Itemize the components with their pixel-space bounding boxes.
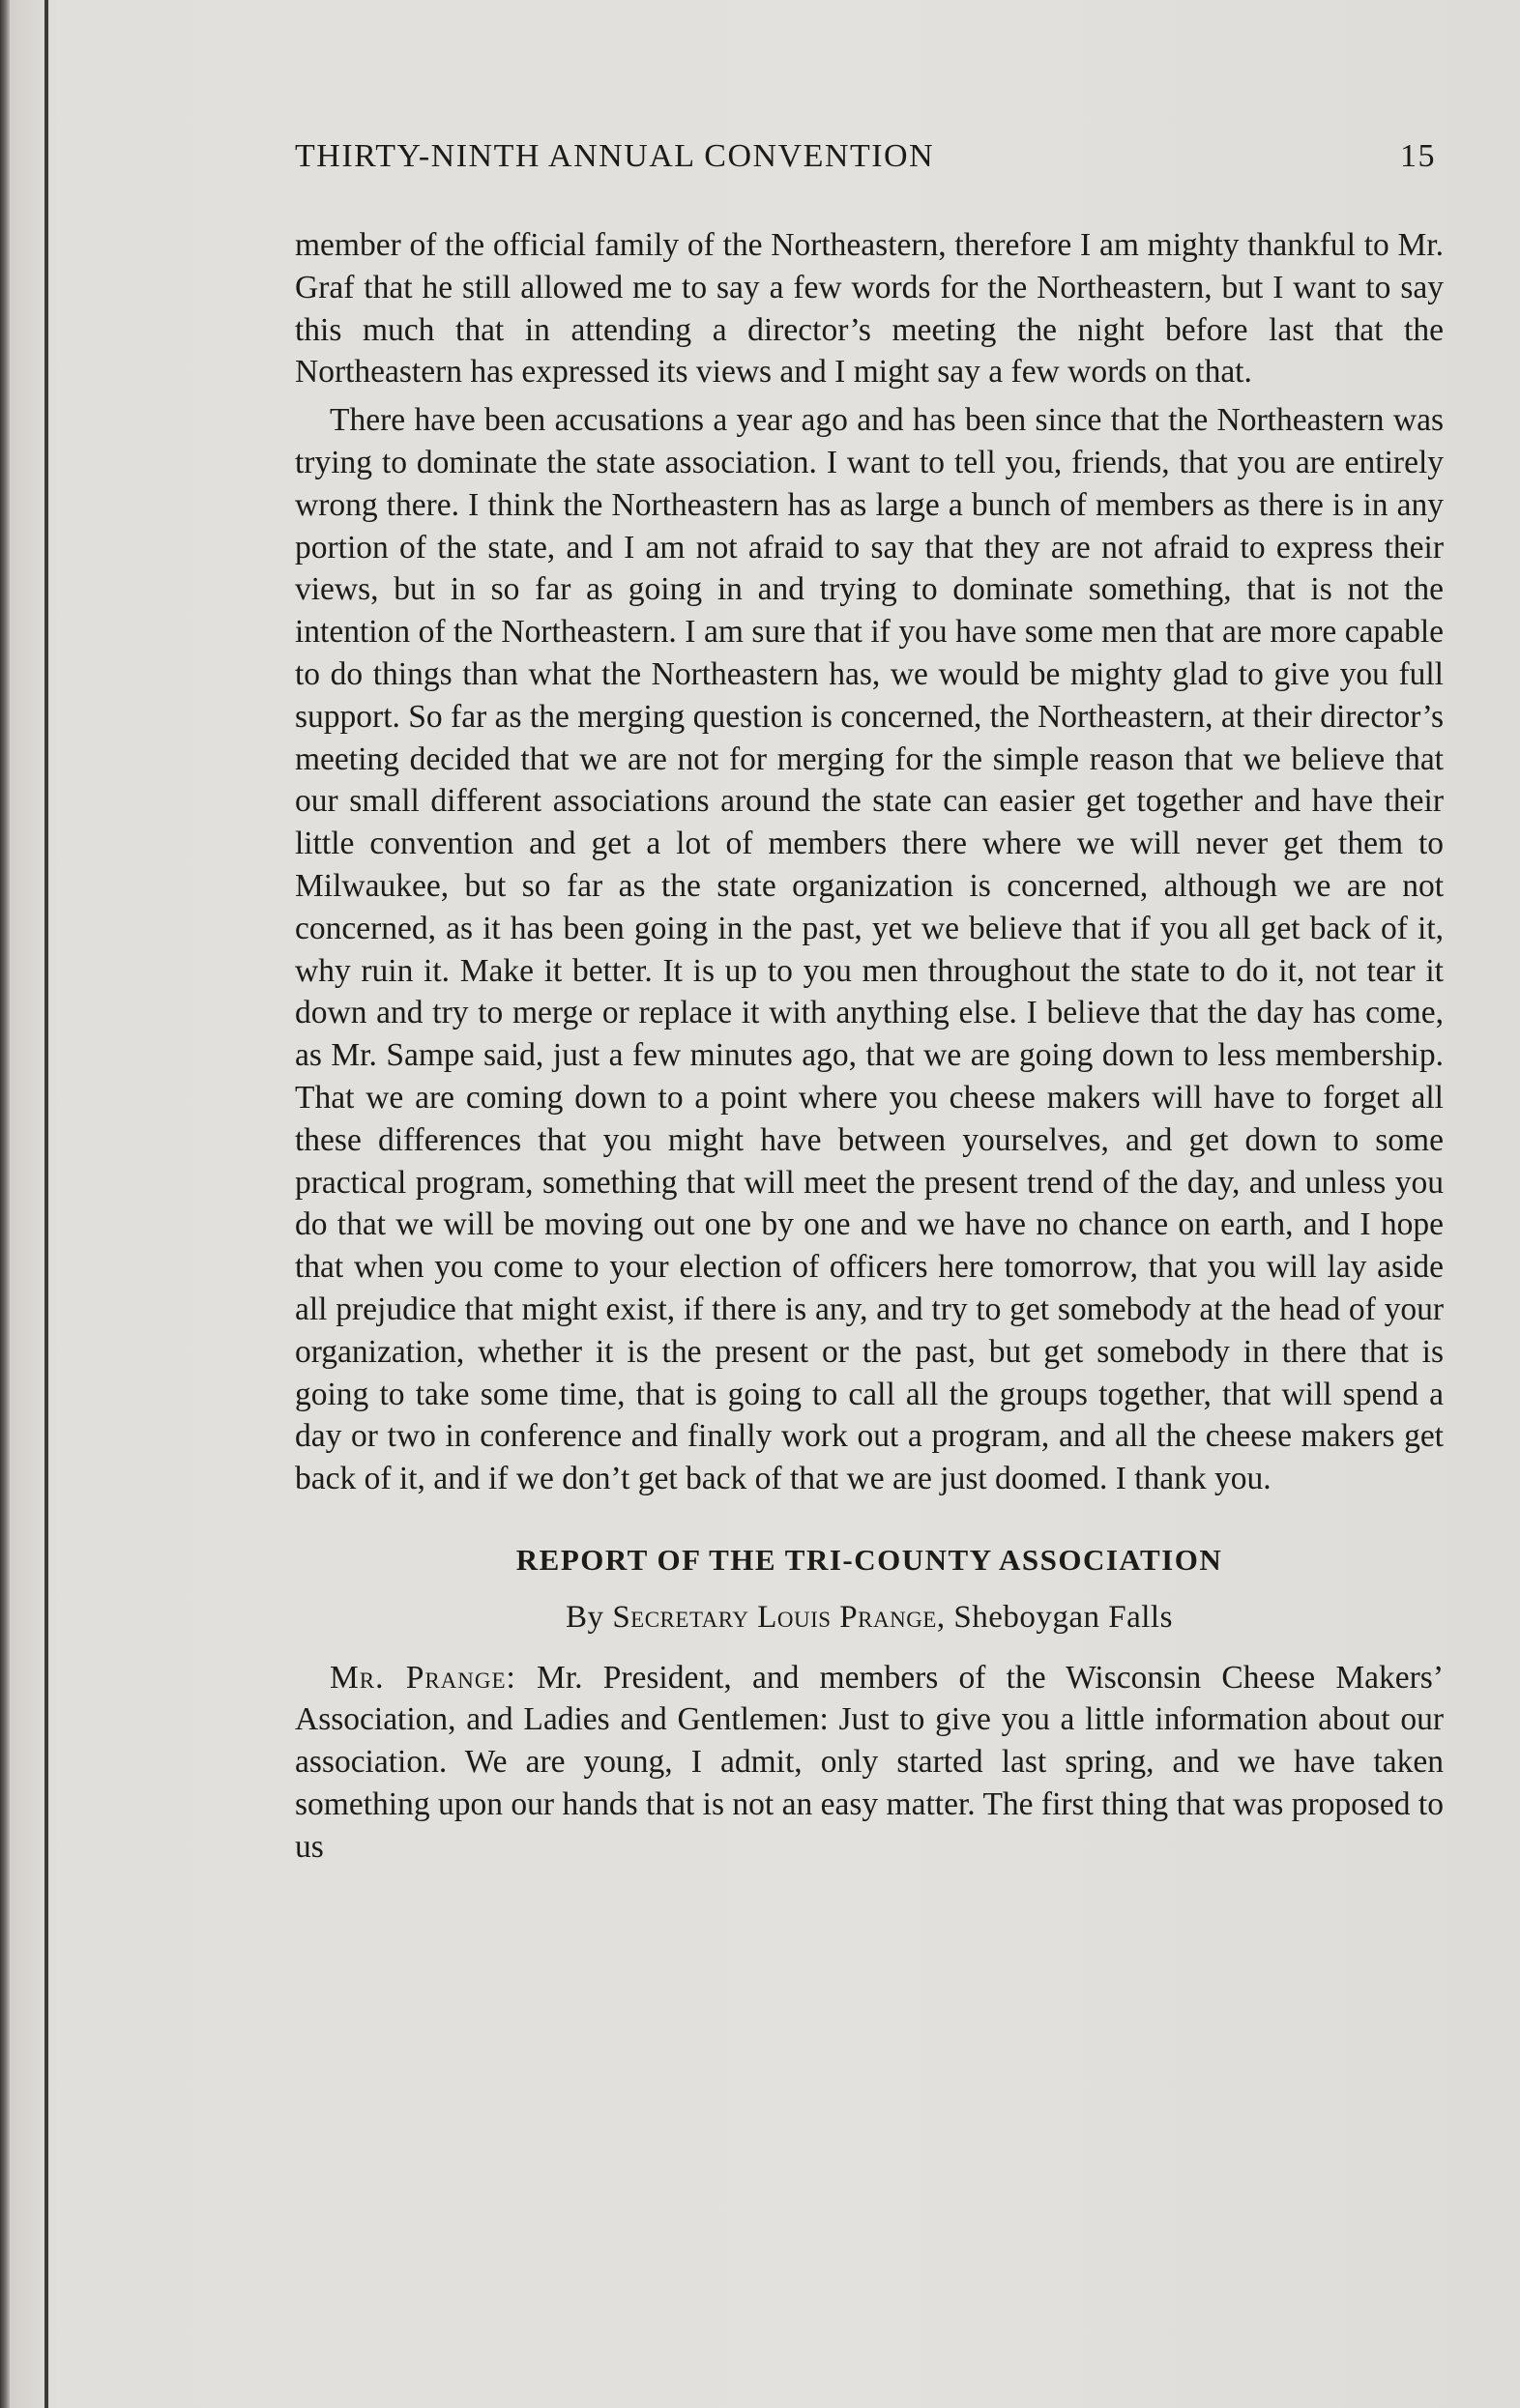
speech-text: Mr. President, and members of the Wisconsin Cheese Makers’ Association, and Ladies and Gentlemen: Just to give you a little information about our association. We are young, I admit, only started last spring, and we have taken something upon our hands that is not an easy matter. The first thing that was proposed to us (295, 1659, 1444, 1865)
byline-role: Secretary (612, 1599, 749, 1635)
byline-place: , Sheboygan Falls (936, 1599, 1173, 1635)
section-heading: REPORT OF THE TRI-COUNTY ASSOCIATION (515, 1542, 1223, 1577)
running-header (295, 138, 1436, 187)
speech-paragraph (295, 1657, 1444, 1869)
paragraph-continued: member of the official family of the Northeastern, therefore I am mighty thankful to Mr. Graf that he still allowed me to say a few words for the Northeastern, but I want to say this much that in attending a director’s meeting the night before last that the Northeastern has expressed its views and I might say a few words on that. (295, 227, 1444, 391)
paragraph: There have been accusations a year ago and has been since that the Northeastern was trying to dominate the state association. I want to tell you, friends, that you are entirely wrong there. I think the Northeastern has as large a bunch of members as there is in any portion of the state, and I am not afraid to say that they are not afraid to express their views, but in so far as going in and trying to dominate something, that is not the intention of the Northeastern. I am sure that if you have some men that are more capable to do things than what the Northeastern has, we would be mighty glad to give you full support. So far as the merging question is concerned, the Northeastern, at their director’s meeting decided that we are not for merging for the simple reason that we believe that our small different associations around the state can easier get together and have their little convention and get a lot of members there where we will never get them to Milwaukee, but so far as the state organization is concerned, although we are not concerned, as it has been going in the past, yet we believe that if you all get back of it, why ruin it. Make it better. It is up to you men throughout the state to do it, not tear it down and try to merge or replace it with anything else. I believe that the day has come, as Mr. Sampe said, just a few minutes ago, that we are going down to less membership. That we are coming down to a point where you cheese makers will have to forget all these differences that you might have between yourselves, and get down to some practical program, something that will meet the present trend of the day, and unless you do that we will be moving out one by one and we have no chance on earth, and I hope that when you come to your election of officers here tomorrow, that you will lay aside all prejudice that might exist, if there is any, and try to get somebody at the head of your organization, whether it is the present or the past, but get somebody in there that is going to take some time, that is going to call all the groups together, that will spend a day or two in conference and finally work out a program, and all the cheese makers get back of it, and if we don’t get back of that we are just doomed. I thank you. (295, 402, 1444, 1497)
speaker-label: Mr. Prange: (330, 1659, 516, 1696)
running-title: THIRTY-NINTH ANNUAL CONVENTION (295, 138, 935, 174)
page-number: 15 (1400, 138, 1436, 174)
book-spine-shadow (0, 0, 10, 2408)
body-text (295, 224, 1444, 1868)
section-byline (295, 1597, 1444, 1639)
page-gutter-line (44, 0, 48, 2408)
byline-name: Louis Prange (757, 1599, 937, 1635)
byline-prefix: By (566, 1599, 604, 1635)
